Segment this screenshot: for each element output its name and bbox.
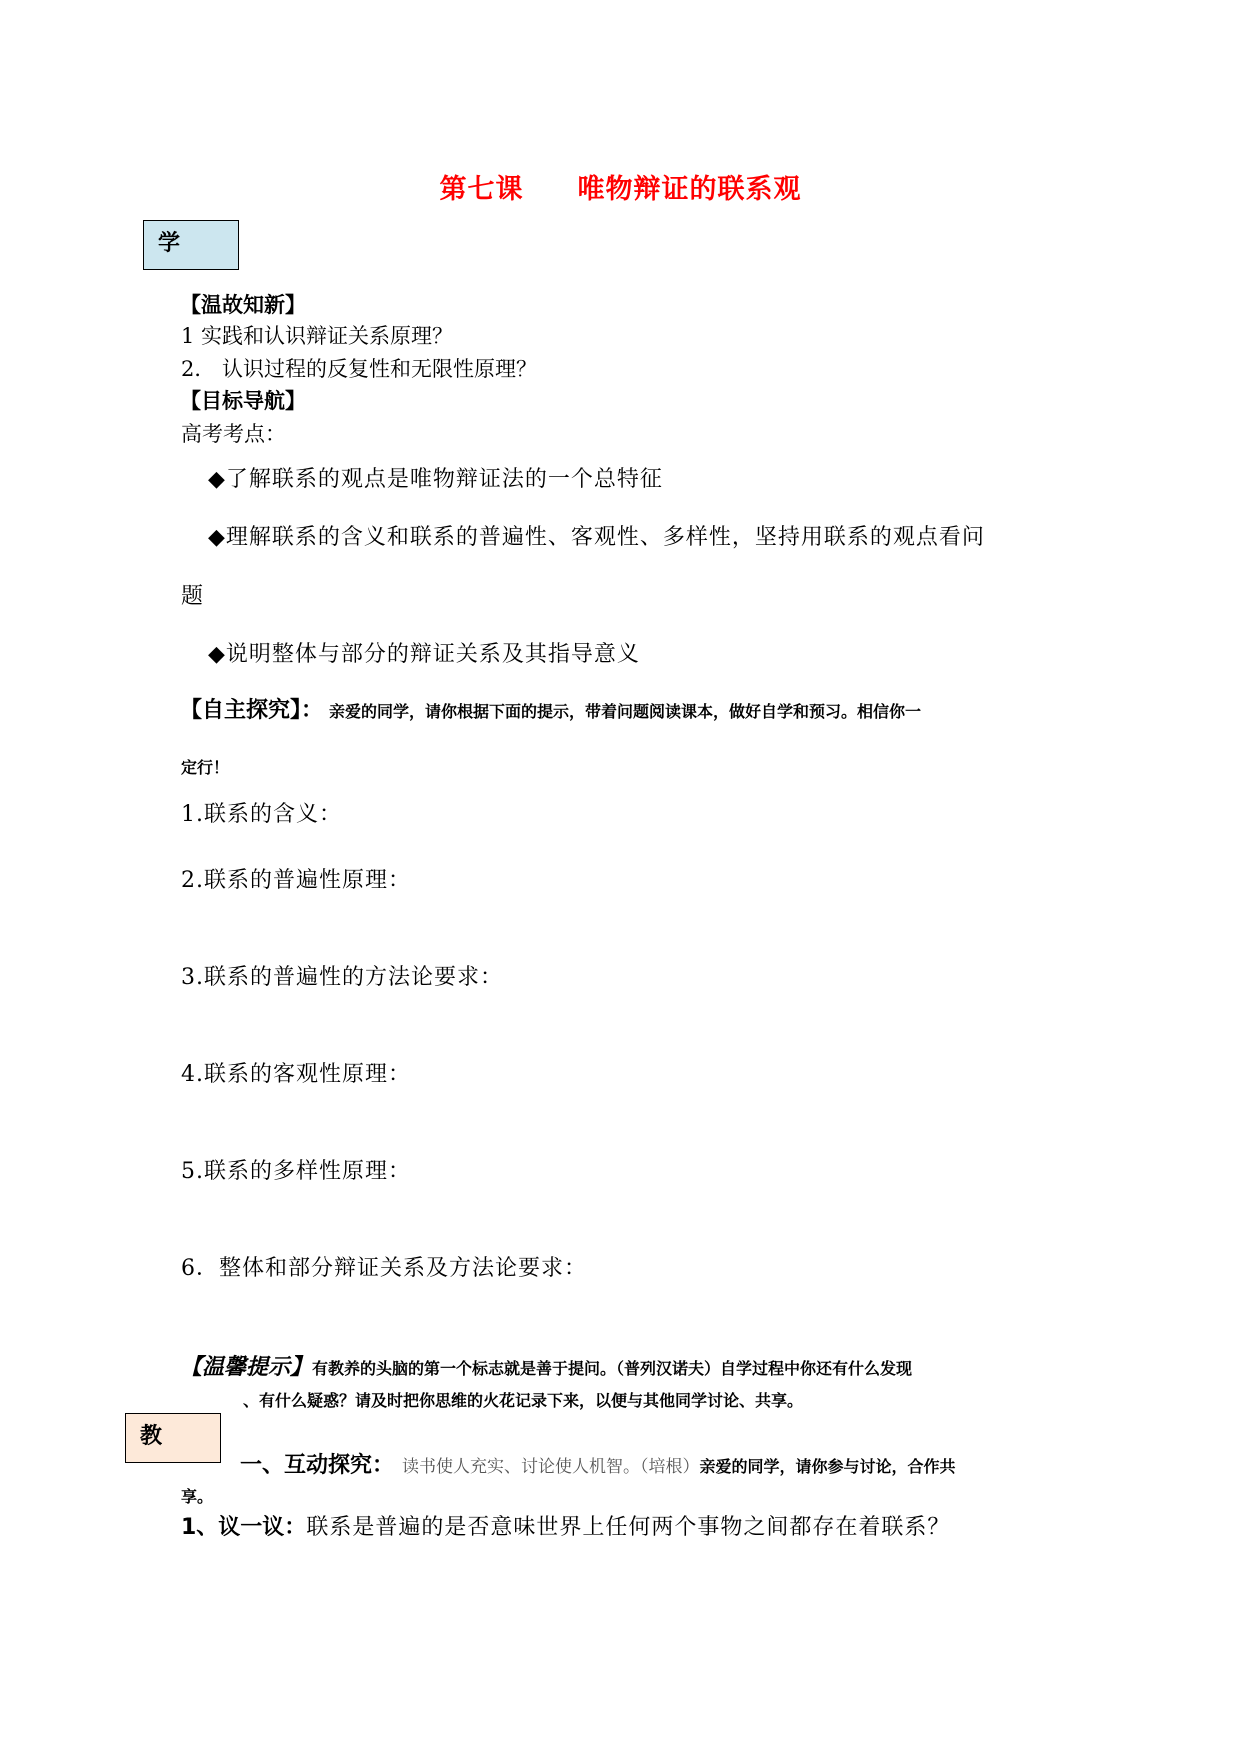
study-question: 4.联系的客观性原理： [181, 1062, 411, 1087]
goal-item: ◆说明整体与部分的辩证关系及其指导意义 [208, 642, 640, 667]
tip-block [180, 1350, 912, 1381]
tip-text-continuation: 、有什么疑惑？请及时把你思维的火花记录下来，以便与其他同学讨论、共享。 [243, 1391, 804, 1410]
discussion-label: 1、议一议： [181, 1515, 307, 1540]
goal-item: ◆了解联系的观点是唯物辩证法的一个总特征 [208, 467, 663, 492]
goals-subheading: 高考考点： [181, 422, 286, 446]
review-heading: 【温故知新】 [180, 293, 306, 317]
review-question-1: 1 实践和认识辩证关系原理？ [181, 324, 454, 348]
study-question: 1.联系的含义： [181, 802, 342, 827]
discussion-item [181, 1510, 950, 1541]
lesson-number: 第七课 [439, 174, 524, 205]
interactive-block [240, 1448, 956, 1479]
study-question: 2.联系的普遍性原理： [181, 868, 411, 893]
lesson-topic: 唯物辩证的联系观 [577, 174, 802, 205]
tip-heading: 【温馨提示】 [180, 1355, 313, 1380]
study-question: 6．整体和部分辩证关系及方法论要求： [181, 1256, 587, 1281]
self-study-block [180, 693, 921, 724]
self-study-intro-continuation: 定行！ [181, 758, 230, 777]
interactive-heading: 一、互动探究： [240, 1453, 395, 1478]
self-study-intro: 亲爱的同学，请你根据下面的提示，带着问题阅读课本，做好自学和预习。相信你一 [329, 702, 922, 721]
goals-heading: 【目标导航】 [180, 389, 306, 413]
interactive-quote: 读书使人充实、讨论使人机智。（培根） [402, 1457, 700, 1477]
study-question: 3.联系的普遍性的方法论要求： [181, 965, 503, 990]
discussion-question: 联系是普遍的是否意味世界上任何两个事物之间都存在着联系？ [306, 1515, 951, 1540]
study-question: 5.联系的多样性原理： [181, 1159, 411, 1184]
interactive-invite-continuation: 享。 [181, 1487, 214, 1506]
review-question-2: 2． 认识过程的反复性和无限性原理？ [181, 357, 538, 381]
page-title [0, 167, 1241, 206]
self-study-heading: 【自主探究】： [180, 698, 324, 723]
goal-item: ◆理解联系的含义和联系的普遍性、客观性、多样性，坚持用联系的观点看问 [208, 525, 985, 550]
tip-text: 有教养的头脑的第一个标志就是善于提问。（普列汉诺夫）自学过程中你还有什么发现 [312, 1359, 913, 1378]
teach-section-label: 教 [125, 1413, 221, 1463]
study-section-label: 学 [143, 220, 239, 270]
goal-item-continuation: 题 [181, 584, 205, 609]
interactive-invite: 亲爱的同学，请你参与讨论，合作共 [699, 1457, 956, 1476]
